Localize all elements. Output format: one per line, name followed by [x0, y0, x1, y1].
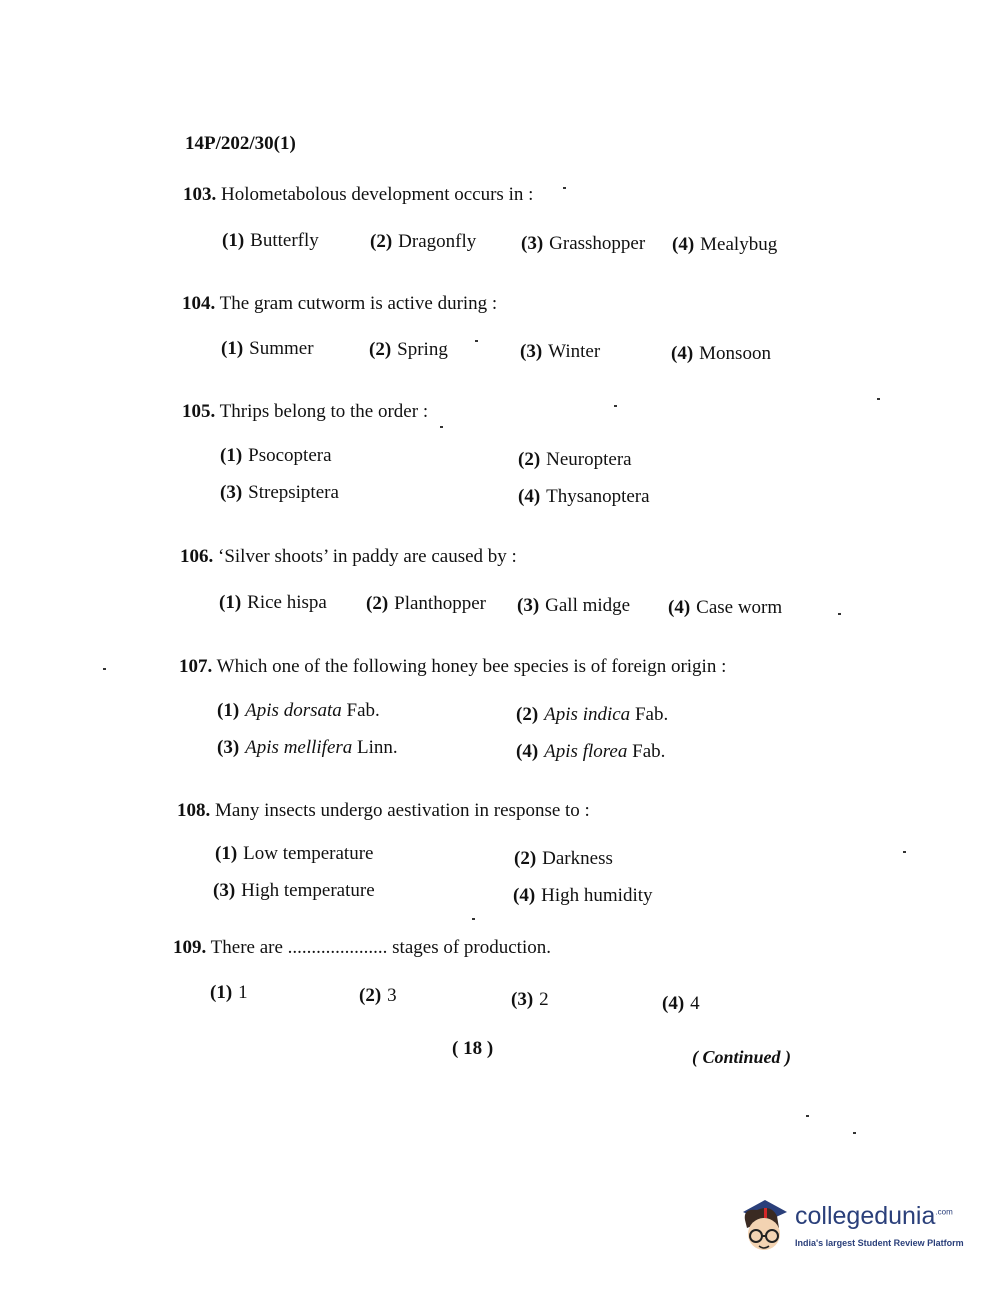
question-text: The gram cutworm is active during : [219, 293, 498, 314]
option: (1) Low temperature [215, 843, 374, 864]
option: (4) Monsoon [671, 343, 771, 364]
question-text: ‘Silver shoots’ in paddy are caused by : [218, 546, 517, 567]
scan-speck [877, 398, 880, 400]
option: (1) Psocoptera [220, 445, 332, 466]
scan-speck [103, 668, 106, 670]
option: (3) High temperature [213, 880, 375, 901]
paper-code: 14P/202/30(1) [185, 133, 296, 154]
option: (2) Spring [369, 339, 448, 360]
option: (3) 2 [511, 989, 549, 1010]
scan-speck [853, 1132, 856, 1134]
option: (1) Apis dorsata Fab. [217, 700, 380, 721]
option: (4) High humidity [513, 885, 653, 906]
option: (3) Winter [520, 341, 601, 362]
option: (1) Rice hispa [219, 592, 327, 613]
brand-name: collegedunia$^{.com}$ [795, 1202, 953, 1230]
question-text: Many insects undergo aestivation in response to : [215, 800, 590, 821]
option: (2) 3 [359, 985, 397, 1006]
option: (1) 1 [210, 982, 248, 1003]
mascot-icon [735, 1198, 793, 1258]
question-number: 107. [179, 656, 213, 677]
option: (3) Strepsiptera [220, 482, 339, 503]
question-number: 103. [183, 184, 217, 205]
question-text: Holometabolous development occurs in : [221, 184, 534, 205]
option: (2) Darkness [514, 848, 613, 869]
collegedunia-logo [735, 1198, 964, 1258]
scan-speck [903, 851, 906, 853]
brand-tagline: India's largest Student Review Platform [795, 1238, 964, 1248]
page-number: ( 18 ) [452, 1038, 494, 1059]
option: (2) Neuroptera [518, 449, 632, 470]
option: (4) Apis florea Fab. [516, 741, 666, 762]
option: (1) Summer [221, 338, 314, 359]
question-109 [173, 937, 551, 959]
scan-speck [838, 613, 841, 615]
question-number: 108. [177, 800, 211, 821]
option: (4) Case worm [668, 597, 783, 618]
question-number: 104. [182, 293, 216, 314]
question-text: Which one of the following honey bee species is of foreign origin : [216, 656, 727, 677]
scan-speck [475, 340, 478, 342]
option: (3) Grasshopper [521, 233, 646, 254]
option: (3) Gall midge [517, 595, 631, 616]
option: (3) Apis mellifera Linn. [217, 737, 398, 758]
option: (4) Thysanoptera [518, 486, 650, 507]
scan-speck [472, 918, 475, 920]
question-text: Thrips belong to the order : [219, 401, 429, 422]
scan-speck [440, 426, 443, 428]
option: (4) 4 [662, 993, 700, 1014]
question-105 [182, 401, 428, 423]
option: (2) Dragonfly [370, 231, 477, 252]
question-106 [180, 546, 517, 568]
scan-speck [806, 1115, 809, 1117]
question-104 [182, 293, 497, 315]
option: (2) Planthopper [366, 593, 486, 614]
option: (4) Mealybug [672, 234, 778, 255]
scan-speck [563, 187, 566, 189]
option: (1) Butterfly [222, 230, 319, 251]
option: (2) Apis indica Fab. [516, 704, 669, 725]
scan-speck [614, 405, 617, 407]
question-number: 106. [180, 546, 214, 567]
continued-note: ( Continued ) [692, 1047, 792, 1067]
question-number: 105. [182, 401, 216, 422]
question-108 [177, 800, 590, 822]
question-107 [179, 656, 726, 678]
question-text: There are ..................... stages of production. [210, 937, 551, 958]
question-103 [183, 184, 533, 206]
question-number: 109. [173, 937, 207, 958]
